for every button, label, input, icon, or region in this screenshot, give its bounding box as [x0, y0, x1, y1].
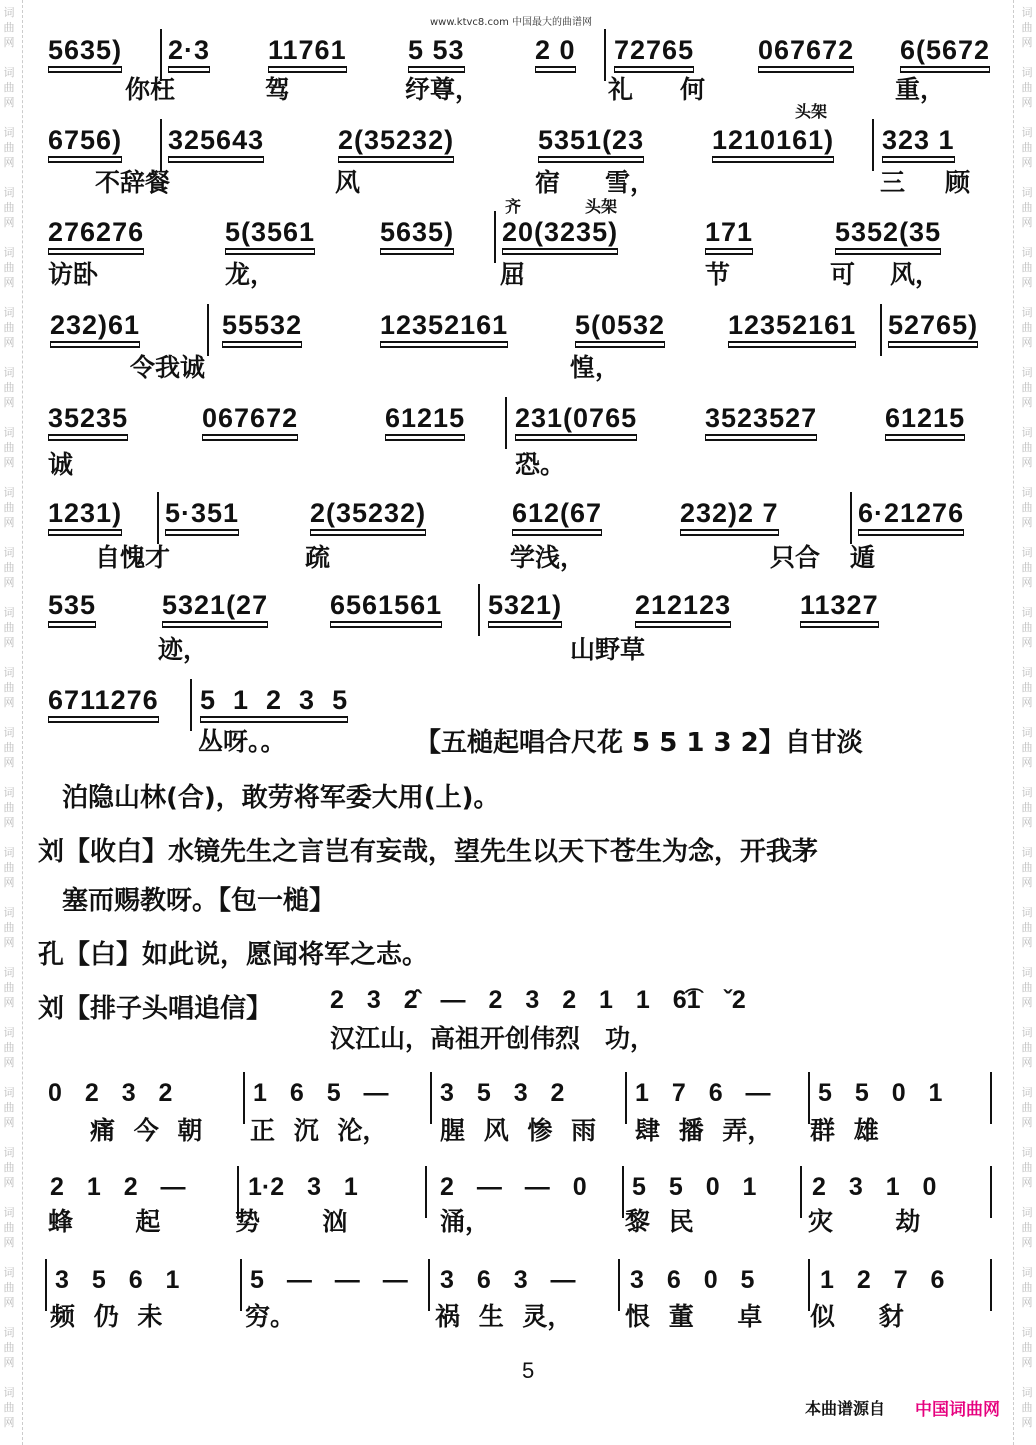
- side-watermark-left: 词曲网: [3, 906, 15, 949]
- measure: 1 6 5 —: [253, 1079, 389, 1107]
- side-watermark-left: 词曲网: [3, 1086, 15, 1129]
- page-number: 5: [522, 1358, 535, 1383]
- barline: [880, 304, 882, 356]
- measure: 1·2 3 1: [248, 1173, 358, 1201]
- barline: [190, 679, 192, 731]
- side-watermark-right: 词曲网: [1021, 726, 1033, 769]
- lyric: 三: [880, 168, 906, 197]
- note-group: 276276: [48, 217, 144, 250]
- aria-intro-lyrics: 汉江山，高祖开创伟烈 功，: [330, 1024, 656, 1053]
- lyric: 顾: [945, 168, 971, 197]
- lyric: 宿: [535, 168, 561, 197]
- note-group: 5(0532: [575, 310, 665, 343]
- lyric: 势 汹: [235, 1207, 348, 1236]
- measure: 5 5 0 1: [632, 1173, 757, 1201]
- note-group: 5·351: [165, 498, 239, 531]
- lyric: 令我诚: [130, 353, 206, 382]
- lyric: 重，: [895, 75, 946, 104]
- barline: [160, 119, 162, 171]
- lyric: 龙，: [225, 260, 276, 289]
- lyric: 访卧: [48, 260, 99, 289]
- side-watermark-left: 词曲网: [3, 1026, 15, 1069]
- side-watermark-right: 词曲网: [1021, 246, 1033, 289]
- note-group: 1231): [48, 498, 122, 531]
- side-watermark-left: 词曲网: [3, 1386, 15, 1429]
- percussion-mark: 头架: [795, 102, 828, 121]
- lyric: 丛呀。。: [198, 727, 286, 756]
- text-line: 刘【收白】水镜先生之言岂有妄哉，望先生以天下苍生为念，开我茅: [38, 837, 819, 867]
- text-line: 塞而赐教呀。【包一槌】: [62, 886, 336, 916]
- note-group: 2(35232): [338, 125, 454, 158]
- lyric: 何: [680, 75, 706, 104]
- note-group: 61215: [385, 403, 465, 436]
- measure: 3 5 3 2: [440, 1079, 565, 1107]
- measure: 2 1 2 —: [50, 1173, 186, 1201]
- measure: 1 7 6 —: [635, 1079, 771, 1107]
- note-group: 2 0: [535, 35, 576, 68]
- side-watermark-left: 词曲网: [3, 1206, 15, 1249]
- note-group: 612(67: [512, 498, 602, 531]
- measure: 3 6 3 —: [440, 1266, 576, 1294]
- text-line: 刘【排子头唱追信】: [38, 994, 273, 1024]
- lyric: 疏: [305, 543, 331, 572]
- note-group: 35235: [48, 403, 128, 436]
- barline: [505, 397, 507, 449]
- lyric: 蜂 起: [48, 1207, 161, 1236]
- note-group: 6(5672: [900, 35, 990, 68]
- side-watermark-left: 词曲网: [3, 246, 15, 289]
- note-group: 232)61: [50, 310, 140, 343]
- lyric: 雪，: [605, 168, 656, 197]
- note-group: 52765): [888, 310, 978, 343]
- side-watermark-left: 词曲网: [3, 126, 15, 169]
- lyric: 黎 民: [625, 1207, 694, 1236]
- side-watermark-right: 词曲网: [1021, 606, 1033, 649]
- barline: [494, 211, 496, 263]
- barline: [430, 1072, 432, 1124]
- note-group: 61215: [885, 403, 965, 436]
- lyric: 惶，: [570, 353, 621, 382]
- aria-intro-notes: 2 3 2̂ — 2 3 2 1 1 6͡1 ˇ2: [330, 986, 746, 1014]
- measure: 2 — — 0: [440, 1173, 587, 1201]
- barline: [425, 1166, 427, 1218]
- note-group: 5 53: [408, 35, 465, 68]
- note-group: 6561561: [330, 590, 442, 623]
- text-line: 【五槌起唱合尺花 5 5 1 3 2】自甘淡: [415, 728, 863, 758]
- measure: 1 2 7 6: [820, 1266, 945, 1294]
- lyric: 风: [335, 168, 361, 197]
- barline: [618, 1259, 620, 1311]
- lyric: 恐。: [515, 450, 566, 479]
- lyric: 正 沉 沦，: [250, 1116, 388, 1145]
- note-group: 5635): [48, 35, 122, 68]
- lyric: 礼: [608, 75, 634, 104]
- measure: 3 6 0 5: [630, 1266, 755, 1294]
- side-watermark-left: 词曲网: [3, 786, 15, 829]
- side-watermark-right: 词曲网: [1021, 666, 1033, 709]
- lyric: 诚: [48, 450, 74, 479]
- left-margin-line: [22, 0, 23, 1445]
- note-group: 5321(27: [162, 590, 268, 623]
- side-watermark-right: 词曲网: [1021, 1386, 1033, 1429]
- side-watermark-left: 词曲网: [3, 426, 15, 469]
- side-watermark-right: 词曲网: [1021, 186, 1033, 229]
- lyric: 似 豺: [810, 1302, 904, 1331]
- note-group: 325643: [168, 125, 264, 158]
- side-watermark-right: 词曲网: [1021, 486, 1033, 529]
- note-group: 231(0765: [515, 403, 637, 436]
- barline: [990, 1072, 992, 1124]
- lyric: 群 雄: [810, 1116, 879, 1145]
- side-watermark-right: 词曲网: [1021, 6, 1033, 49]
- measure: 2 3 1 0: [812, 1173, 937, 1201]
- lyric: 山野草: [570, 635, 646, 664]
- lyric: 祸 生 灵，: [435, 1302, 573, 1331]
- side-watermark-right: 词曲网: [1021, 1326, 1033, 1369]
- lyric: 学浅，: [510, 543, 586, 572]
- lyric: 腥 风 惨 雨: [440, 1116, 597, 1145]
- note-group: 20(3235): [502, 217, 618, 250]
- barline: [428, 1259, 430, 1311]
- barline: [240, 1259, 242, 1311]
- percussion-mark: 头架: [585, 197, 618, 216]
- barline: [990, 1166, 992, 1218]
- side-watermark-left: 词曲网: [3, 306, 15, 349]
- top-watermark: www.ktvc8.com 中国最大的曲谱网: [430, 17, 593, 28]
- note-group: 5(3561: [225, 217, 315, 250]
- note-group: 55532: [222, 310, 302, 343]
- barline: [478, 584, 480, 636]
- lyric: 可: [830, 260, 856, 289]
- barline: [800, 1166, 802, 1218]
- lyric: 风，: [890, 260, 941, 289]
- measure: 5 — — —: [250, 1266, 408, 1294]
- lyric: 穷。: [245, 1302, 296, 1331]
- lyric: 涌，: [440, 1207, 491, 1236]
- note-group: 323 1: [882, 125, 955, 158]
- side-watermark-right: 词曲网: [1021, 1266, 1033, 1309]
- side-watermark-right: 词曲网: [1021, 426, 1033, 469]
- barline: [990, 1259, 992, 1311]
- note-group: 535: [48, 590, 96, 623]
- side-watermark-left: 词曲网: [3, 6, 15, 49]
- note-group: 5352(35: [835, 217, 941, 250]
- text-line: 孔【白】如此说，愿闻将军之志。: [38, 940, 429, 970]
- lyric: 你枉: [125, 75, 176, 104]
- note-group: 067672: [202, 403, 298, 436]
- note-group: 11761: [268, 35, 347, 68]
- side-watermark-right: 词曲网: [1021, 846, 1033, 889]
- side-watermark-right: 词曲网: [1021, 906, 1033, 949]
- side-watermark-left: 词曲网: [3, 726, 15, 769]
- lyric: 肆 播 弄，: [635, 1116, 773, 1145]
- side-watermark-right: 词曲网: [1021, 546, 1033, 589]
- side-watermark-right: 词曲网: [1021, 1206, 1033, 1249]
- side-watermark-left: 词曲网: [3, 66, 15, 109]
- barline: [207, 304, 209, 356]
- side-watermark-right: 词曲网: [1021, 366, 1033, 409]
- lyric: 恨 董 卓: [625, 1302, 763, 1331]
- measure: 3 5 6 1: [55, 1266, 180, 1294]
- side-watermark-left: 词曲网: [3, 486, 15, 529]
- note-group: 6756): [48, 125, 122, 158]
- barline: [604, 29, 606, 81]
- side-watermark-right: 词曲网: [1021, 1086, 1033, 1129]
- note-group: 5321): [488, 590, 562, 623]
- text-line: 泊隐山林(合)，敢劳将军委大用(上)。: [62, 783, 500, 813]
- side-watermark-right: 词曲网: [1021, 1146, 1033, 1189]
- barline: [872, 119, 874, 171]
- barline: [160, 29, 162, 81]
- lyric: 不辞餐: [95, 168, 171, 197]
- right-margin-line: [1013, 0, 1014, 1445]
- footer-source-label: 本曲谱源自: [805, 1399, 886, 1418]
- note-group: 6711276: [48, 685, 159, 718]
- side-watermark-left: 词曲网: [3, 606, 15, 649]
- side-watermark-left: 词曲网: [3, 846, 15, 889]
- note-group: 067672: [758, 35, 854, 68]
- side-watermark-left: 词曲网: [3, 966, 15, 1009]
- side-watermark-left: 词曲网: [3, 1326, 15, 1369]
- note-group: 5351(23: [538, 125, 644, 158]
- lyric: 驾: [265, 75, 291, 104]
- measure: 5 5 0 1: [818, 1079, 943, 1107]
- percussion-mark: 齐: [505, 197, 522, 216]
- lyric: 灾 劫: [808, 1207, 921, 1236]
- side-watermark-left: 词曲网: [3, 366, 15, 409]
- side-watermark-right: 词曲网: [1021, 786, 1033, 829]
- lyric: 遁: [850, 543, 876, 572]
- note-group: 5 1 2 3 5: [200, 685, 348, 718]
- note-group: 12352161: [380, 310, 508, 343]
- measure: 0 2 3 2: [48, 1079, 173, 1107]
- lyric: 频 仍 未: [50, 1302, 163, 1331]
- side-watermark-left: 词曲网: [3, 546, 15, 589]
- barline: [622, 1166, 624, 1218]
- note-group: 232)2 7: [680, 498, 779, 531]
- side-watermark-right: 词曲网: [1021, 306, 1033, 349]
- lyric: 自愧才: [95, 543, 171, 572]
- barline: [850, 492, 852, 544]
- note-group: 2(35232): [310, 498, 426, 531]
- lyric: 屈: [500, 260, 526, 289]
- lyric: 痛 今 朝: [90, 1116, 203, 1145]
- note-group: 1210161): [712, 125, 834, 158]
- note-group: 11327: [800, 590, 879, 623]
- side-watermark-left: 词曲网: [3, 186, 15, 229]
- note-group: 171: [705, 217, 753, 250]
- side-watermark-right: 词曲网: [1021, 66, 1033, 109]
- side-watermark-right: 词曲网: [1021, 1026, 1033, 1069]
- note-group: 212123: [635, 590, 731, 623]
- side-watermark-right: 词曲网: [1021, 126, 1033, 169]
- barline: [45, 1259, 47, 1311]
- barline: [243, 1072, 245, 1124]
- barline: [625, 1072, 627, 1124]
- note-group: 5635): [380, 217, 454, 250]
- note-group: 6·21276: [858, 498, 964, 531]
- note-group: 3523527: [705, 403, 817, 436]
- side-watermark-right: 词曲网: [1021, 966, 1033, 1009]
- side-watermark-left: 词曲网: [3, 1146, 15, 1189]
- lyric: 节: [705, 260, 731, 289]
- footer-site-link[interactable]: 中国词曲网: [915, 1400, 1000, 1420]
- side-watermark-left: 词曲网: [3, 1266, 15, 1309]
- barline: [157, 492, 159, 544]
- lyric: 迹，: [158, 635, 209, 664]
- note-group: 2·3: [168, 35, 210, 68]
- lyric: 纾尊，: [405, 75, 481, 104]
- note-group: 12352161: [728, 310, 856, 343]
- note-group: 72765: [614, 35, 694, 68]
- side-watermark-left: 词曲网: [3, 666, 15, 709]
- lyric: 只合: [770, 543, 821, 572]
